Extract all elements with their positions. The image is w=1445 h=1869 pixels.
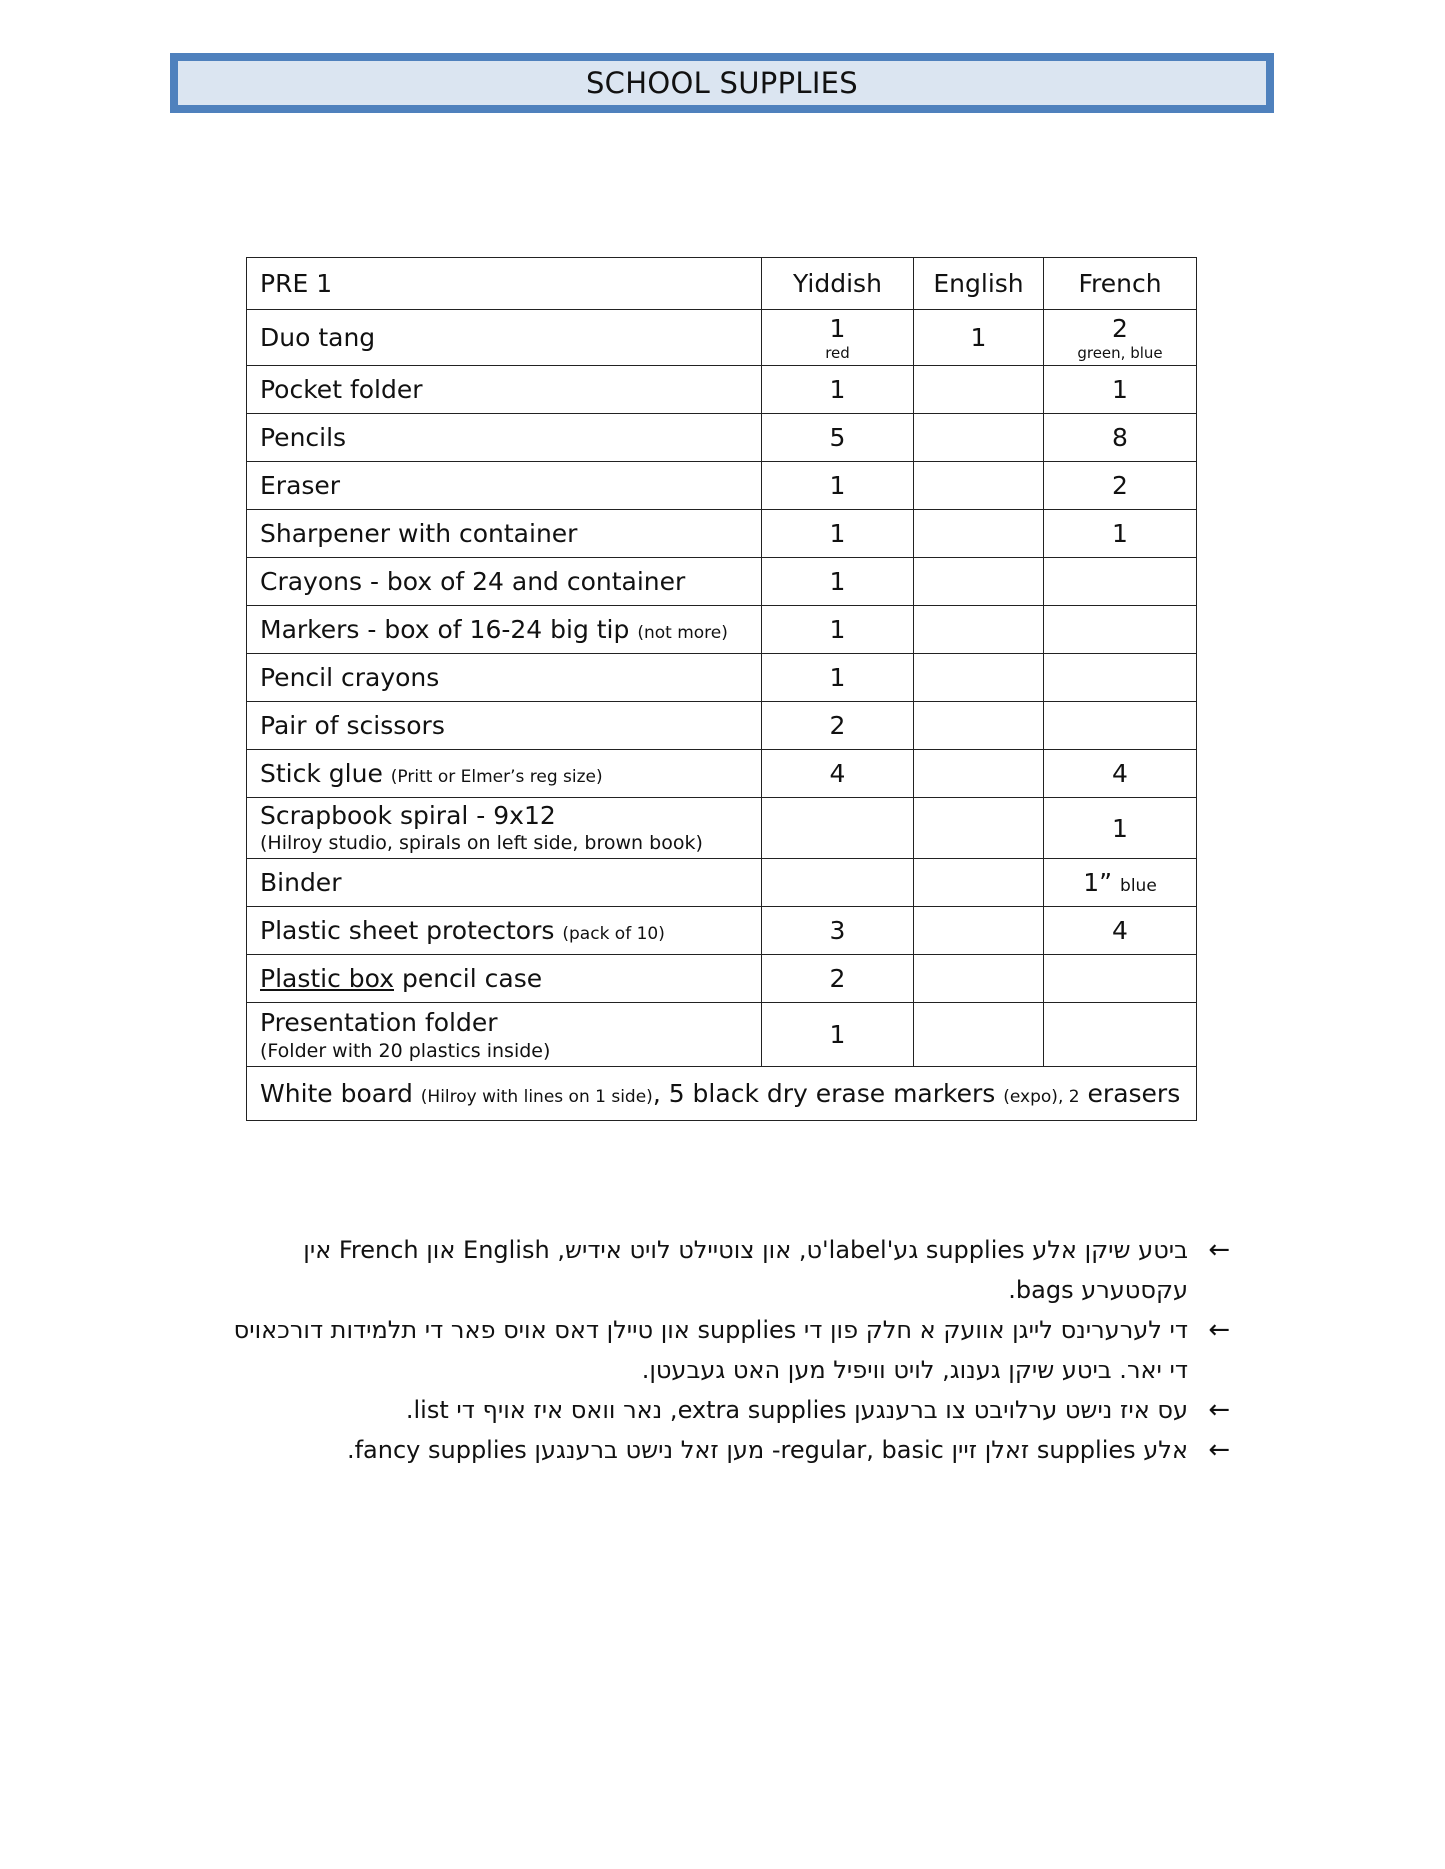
footer-part1: White board <box>260 1079 413 1108</box>
english-cell <box>914 702 1044 750</box>
french-cell <box>1044 558 1197 606</box>
french-note: blue <box>1120 876 1157 896</box>
table-row <box>247 907 1197 955</box>
french-cell <box>1044 859 1197 907</box>
table-row <box>247 462 1197 510</box>
yiddish-cell: 1 <box>762 462 914 510</box>
english-cell <box>914 798 1044 859</box>
table-row <box>247 798 1197 859</box>
item-note: (pack of 10) <box>562 924 665 944</box>
note-item <box>230 1390 1230 1430</box>
table-row <box>247 955 1197 1003</box>
note-text: די לערערינס לייגן אוועק א חלק פון די supplies און טיילן דאס אויס פאר די תלמידות דורכאויס די יאר. ביטע שיקן גענוג, לויט וויפיל מען האט געבעטן. <box>233 1316 1188 1384</box>
yiddish-cell: 2 <box>762 702 914 750</box>
english-cell: 1 <box>914 310 1044 366</box>
note-text: עס איז נישט ערלויבט צו ברענגען extra supplies, נאר וואס איז אויף די list. <box>405 1396 1188 1424</box>
yiddish-cell <box>762 310 914 366</box>
english-cell <box>914 462 1044 510</box>
yiddish-cell: 1 <box>762 558 914 606</box>
english-cell <box>914 366 1044 414</box>
footer-part3: erasers <box>1087 1079 1181 1108</box>
notes-list <box>230 1230 1230 1470</box>
note-text: ביטע שיקן אלע supplies גע'label'ט, און צוטיילט לויט אידיש, English און French אין עקסטערע bags. <box>303 1236 1188 1304</box>
table-row <box>247 1003 1197 1067</box>
item-name: pencil case <box>401 964 543 993</box>
french-cell <box>1044 310 1197 366</box>
footer-part2-note: (expo), 2 <box>1003 1087 1080 1107</box>
item-name: Binder <box>247 859 762 907</box>
page-title: SCHOOL SUPPLIES <box>178 61 1266 105</box>
table-row <box>247 859 1197 907</box>
table-row <box>247 310 1197 366</box>
item-note: (not more) <box>637 623 728 643</box>
yiddish-cell: 3 <box>762 907 914 955</box>
item-note: (Pritt or Elmer’s reg size) <box>390 767 603 787</box>
french-cell: 1 <box>1044 366 1197 414</box>
grade-header: PRE 1 <box>247 258 762 310</box>
item-name: Pencils <box>247 414 762 462</box>
table-row <box>247 654 1197 702</box>
item-cell <box>247 798 762 859</box>
english-cell <box>914 1003 1044 1067</box>
table-row <box>247 702 1197 750</box>
note-item <box>230 1310 1230 1390</box>
table-row <box>247 606 1197 654</box>
title-banner <box>170 53 1274 113</box>
english-cell <box>914 654 1044 702</box>
note-text: אלע supplies זאלן זיין regular, basic- מען זאל נישט ברענגען fancy supplies. <box>346 1436 1188 1464</box>
item-name: Scrapbook spiral - 9x12 <box>260 801 556 830</box>
item-subtext: (Hilroy studio, spirals on left side, brown book) <box>260 832 703 854</box>
item-name: Markers - box of 16-24 big tip <box>260 615 630 644</box>
item-name: Pocket folder <box>247 366 762 414</box>
item-cell <box>247 750 762 798</box>
arrow-left-icon: ← <box>1208 1315 1230 1345</box>
yiddish-cell: 1 <box>762 366 914 414</box>
item-subtext: (Folder with 20 plastics inside) <box>260 1039 551 1062</box>
item-cell <box>247 606 762 654</box>
french-cell <box>1044 702 1197 750</box>
english-cell <box>914 955 1044 1003</box>
note-item <box>230 1230 1230 1310</box>
table-row <box>247 750 1197 798</box>
item-name: Duo tang <box>247 310 762 366</box>
item-name: Plastic sheet protectors <box>260 916 555 945</box>
footer-part2: , 5 black dry erase markers <box>652 1079 996 1108</box>
french-header: French <box>1044 258 1197 310</box>
item-name: Sharpener with container <box>247 510 762 558</box>
french-value: 1” <box>1083 868 1113 897</box>
table-row <box>247 558 1197 606</box>
french-cell <box>1044 1003 1197 1067</box>
english-cell <box>914 750 1044 798</box>
english-cell <box>914 510 1044 558</box>
supplies-table <box>246 257 1197 1121</box>
note-item <box>230 1430 1230 1470</box>
item-cell <box>247 955 762 1003</box>
yiddish-cell: 2 <box>762 955 914 1003</box>
french-cell <box>1044 955 1197 1003</box>
french-cell: 4 <box>1044 907 1197 955</box>
french-cell: 1 <box>1044 798 1197 859</box>
yiddish-cell: 1 <box>762 654 914 702</box>
item-name: Eraser <box>247 462 762 510</box>
english-cell <box>914 558 1044 606</box>
arrow-left-icon: ← <box>1208 1435 1230 1465</box>
whiteboard-cell <box>247 1067 1197 1121</box>
yiddish-note: red <box>825 343 850 362</box>
arrow-left-icon: ← <box>1208 1235 1230 1265</box>
table-row <box>247 366 1197 414</box>
item-name: Pencil crayons <box>247 654 762 702</box>
english-header: English <box>914 258 1044 310</box>
yiddish-cell <box>762 859 914 907</box>
french-value: 2 <box>1112 313 1128 343</box>
yiddish-cell <box>762 798 914 859</box>
item-name: Stick glue <box>260 759 383 788</box>
item-name-underlined: Plastic box <box>260 964 394 993</box>
yiddish-header: Yiddish <box>762 258 914 310</box>
table-row <box>247 510 1197 558</box>
table-header-row <box>247 258 1197 310</box>
english-cell <box>914 907 1044 955</box>
english-cell <box>914 414 1044 462</box>
yiddish-cell: 1 <box>762 606 914 654</box>
table-row <box>247 414 1197 462</box>
french-cell: 1 <box>1044 510 1197 558</box>
french-cell: 2 <box>1044 462 1197 510</box>
item-name: Pair of scissors <box>247 702 762 750</box>
arrow-left-icon: ← <box>1208 1395 1230 1425</box>
french-cell: 4 <box>1044 750 1197 798</box>
yiddish-cell: 4 <box>762 750 914 798</box>
item-cell <box>247 1003 762 1067</box>
french-cell: 8 <box>1044 414 1197 462</box>
english-cell <box>914 606 1044 654</box>
french-cell <box>1044 606 1197 654</box>
item-name: Crayons - box of 24 and container <box>247 558 762 606</box>
item-name: Presentation folder <box>260 1007 498 1037</box>
french-note: green, blue <box>1077 343 1163 362</box>
table-footer-row <box>247 1067 1197 1121</box>
yiddish-cell: 1 <box>762 1003 914 1067</box>
yiddish-cell: 5 <box>762 414 914 462</box>
yiddish-value: 1 <box>829 313 846 343</box>
english-cell <box>914 859 1044 907</box>
yiddish-cell: 1 <box>762 510 914 558</box>
footer-part1-note: (Hilroy with lines on 1 side) <box>420 1087 653 1107</box>
item-cell <box>247 907 762 955</box>
french-cell <box>1044 654 1197 702</box>
